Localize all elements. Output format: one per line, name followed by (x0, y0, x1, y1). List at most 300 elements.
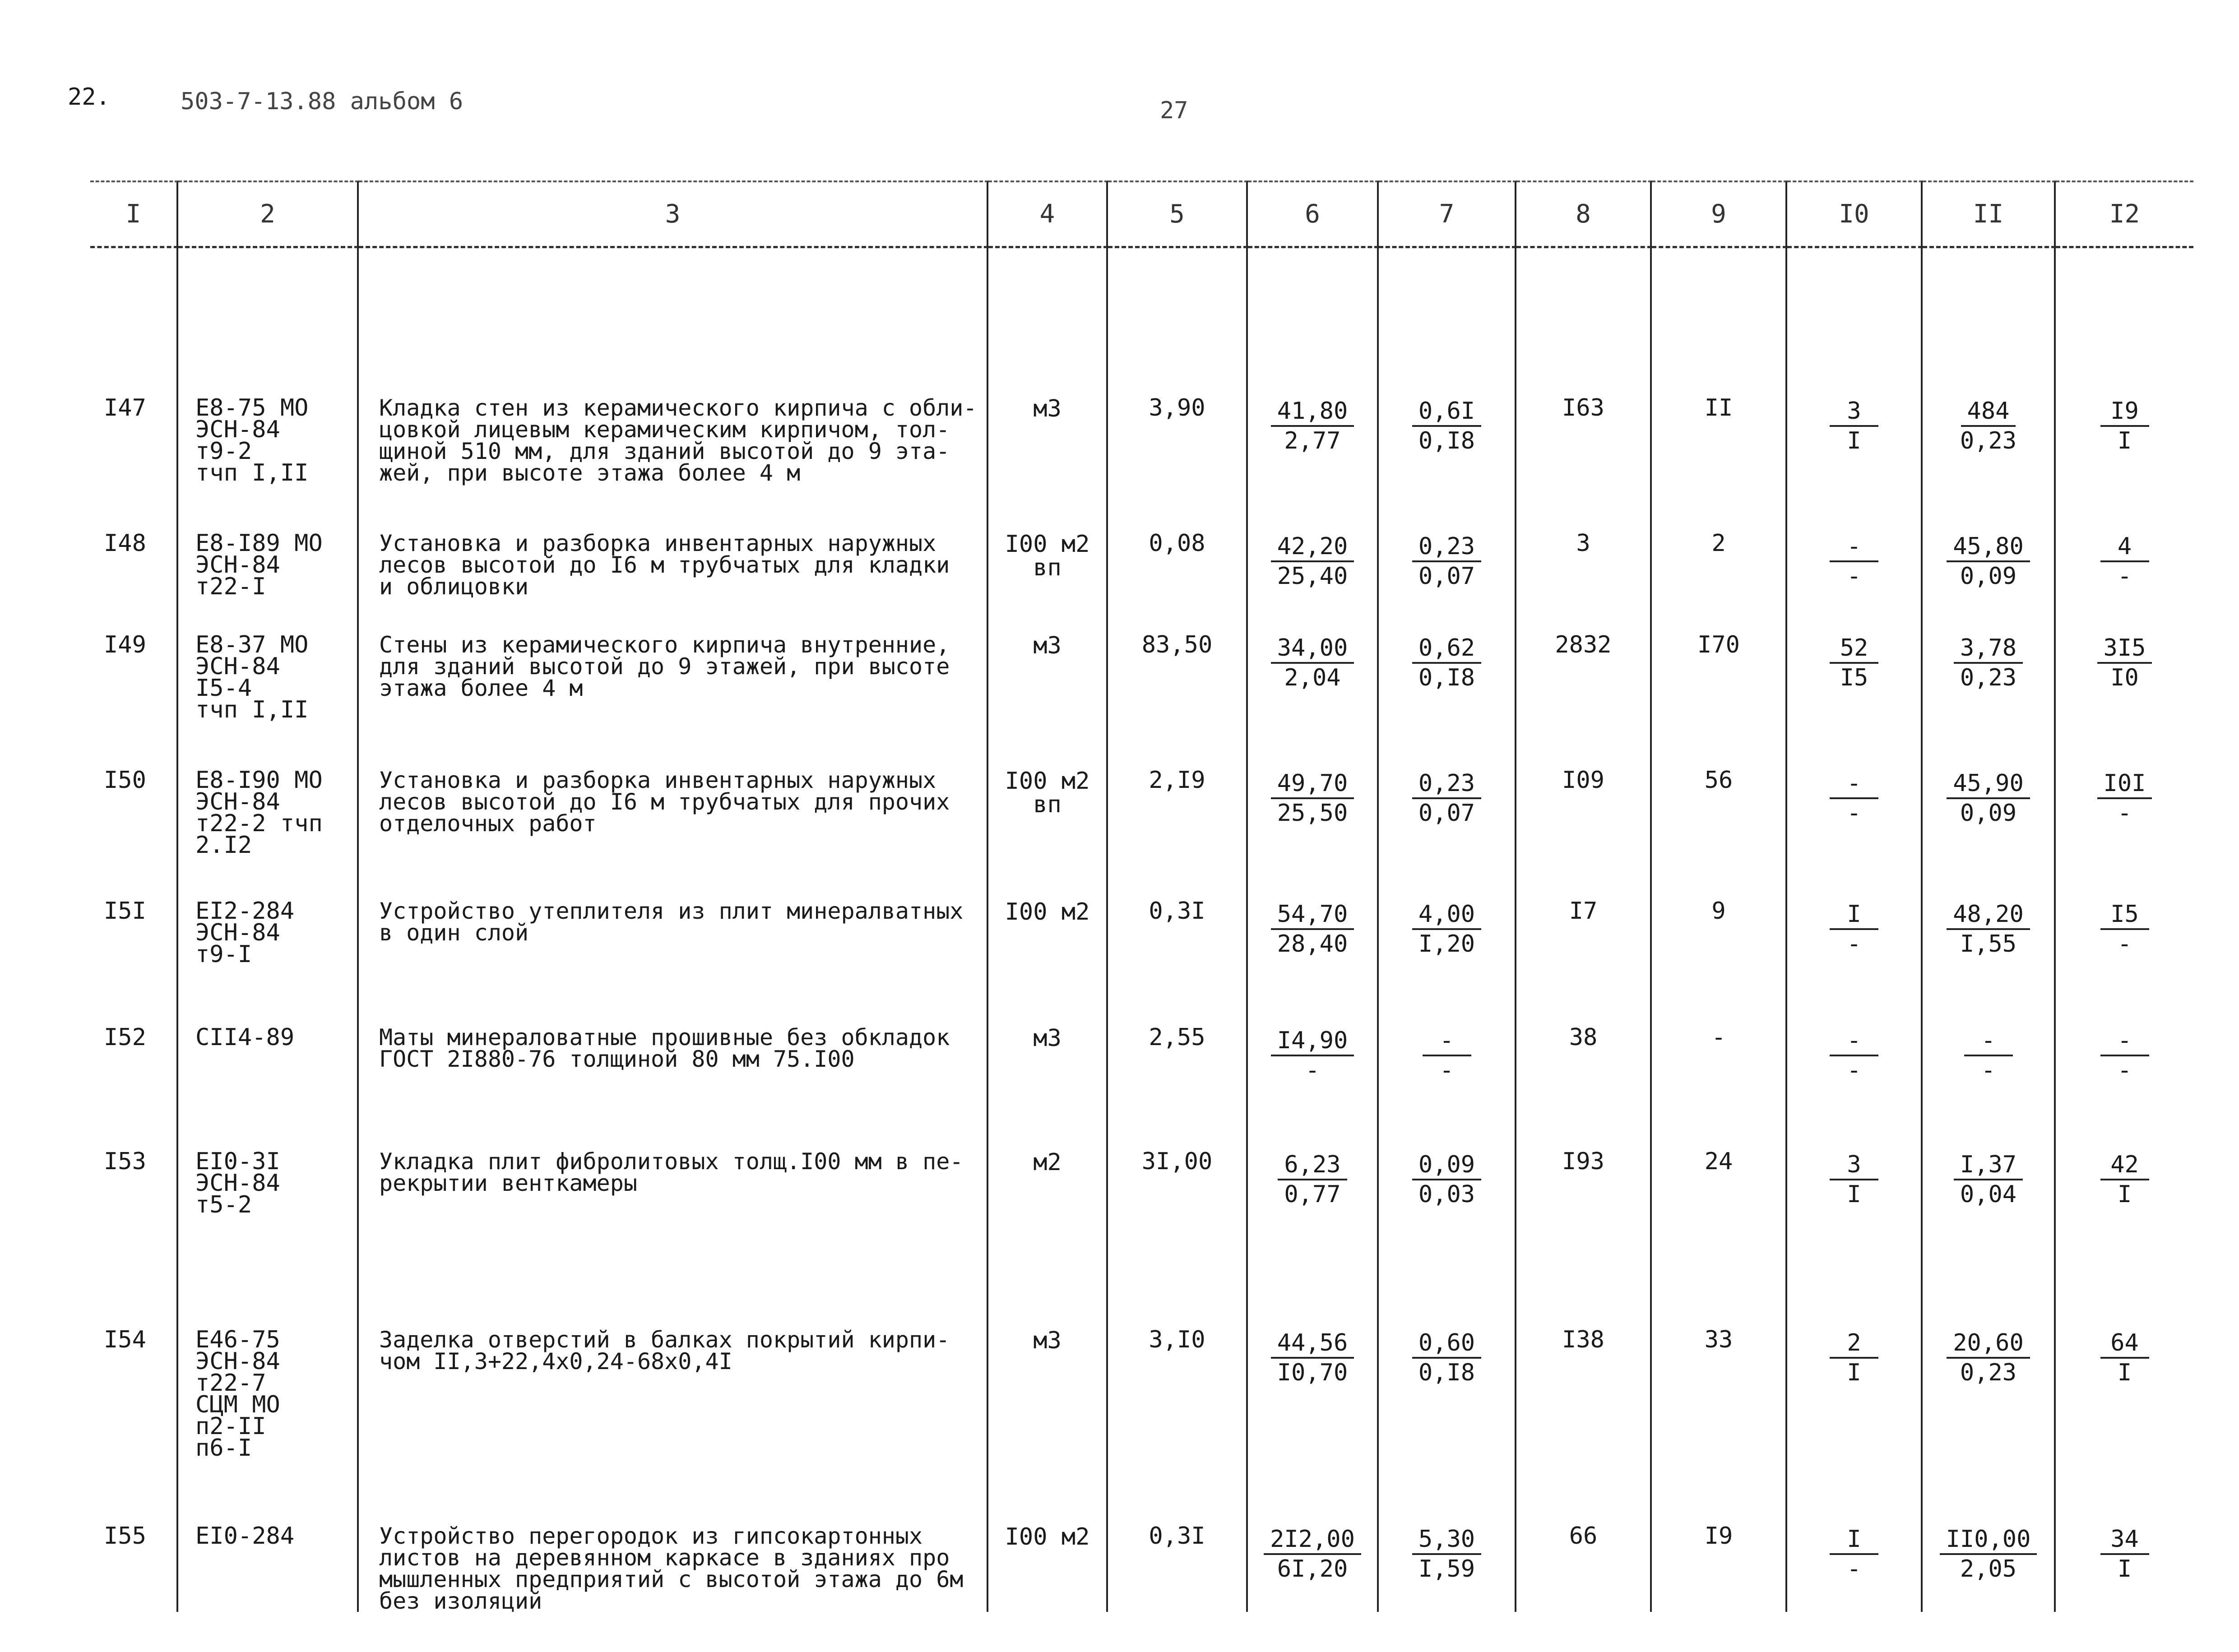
col11-value (1923, 598, 2056, 733)
fraction-denominator: 0,23 (1960, 664, 2017, 691)
fraction-denominator: I (2117, 1359, 2132, 1386)
work-description (359, 990, 988, 1115)
description-line: Стены из керамического кирпича внутренние, (379, 632, 950, 658)
quantity: 0,3I (1108, 864, 1248, 990)
fraction-value (1787, 397, 1921, 455)
col9-value: I70 (1652, 598, 1787, 733)
unit-line: м3 (1033, 632, 1062, 659)
norm-code (178, 496, 359, 598)
col10-value (1787, 733, 1923, 864)
fraction-value (1787, 1027, 1921, 1084)
norm-code (178, 1293, 359, 1489)
fraction-numerator: 2 (1830, 1329, 1878, 1359)
fraction-value (2056, 1151, 2193, 1208)
fraction-denominator: I (2117, 1555, 2132, 1583)
fraction-denominator: 6I,20 (1277, 1555, 1348, 1583)
column-header: 5 (1108, 180, 1248, 248)
col6-value (1248, 1115, 1379, 1293)
description-line: Установка и разборка инвентарных наружных (379, 767, 936, 793)
norm-code-line: т5-2 (195, 1191, 252, 1218)
quantity: 83,50 (1108, 598, 1248, 733)
fraction-numerator: 48,20 (1947, 900, 2030, 930)
fraction-value (1787, 634, 1921, 692)
norm-code-line: EI0-3I (195, 1148, 280, 1175)
description-line: жей, при высоте этажа более 4 м (379, 460, 801, 486)
spacer-cell (1652, 248, 1787, 361)
spacer-cell (2056, 248, 2193, 361)
unit (988, 598, 1108, 733)
quantity: 2,55 (1108, 990, 1248, 1115)
col7-value (1379, 361, 1516, 496)
norm-code-line: EI0-284 (195, 1522, 295, 1550)
description-line: мышленных предприятий с высотой этажа до 6м (379, 1566, 964, 1592)
fraction-value (1787, 1151, 1921, 1208)
fraction-value (1787, 900, 1921, 958)
row-index: I49 (90, 598, 178, 733)
fraction-denominator: 28,40 (1277, 930, 1348, 958)
fraction-numerator: 4 (2100, 532, 2149, 562)
norm-code-line: ЭСН-84 (195, 788, 280, 815)
norm-code-line: т22-7 (195, 1370, 266, 1397)
col10-value (1787, 1293, 1923, 1489)
fraction-numerator: 34 (2100, 1525, 2149, 1555)
col8-value: 66 (1516, 1489, 1652, 1612)
spacer-cell (178, 248, 359, 361)
col10-value (1787, 1489, 1923, 1612)
sheet-number: 27 (1160, 97, 1188, 124)
unit-line: м3 (1033, 1025, 1062, 1052)
work-description (359, 1489, 988, 1612)
description-line: щиной 510 мм, для зданий высотой до 9 эта- (379, 438, 950, 464)
fraction-value (2056, 1329, 2193, 1387)
unit (988, 864, 1108, 990)
norm-code-line: CII4-89 (195, 1024, 295, 1051)
col10-value (1787, 1115, 1923, 1293)
col6-value (1248, 733, 1379, 864)
row-index: I47 (90, 361, 178, 496)
col10-value (1787, 598, 1923, 733)
fraction-value (2056, 1525, 2193, 1583)
fraction-denominator: 2,05 (1960, 1555, 2017, 1583)
work-description (359, 864, 988, 990)
column-header: 9 (1652, 180, 1787, 248)
fraction-numerator: I,37 (1954, 1151, 2023, 1180)
fraction-numerator: 484 (1961, 397, 2016, 427)
unit (988, 1293, 1108, 1489)
col12-value (2056, 598, 2193, 733)
fraction-numerator: - (1830, 769, 1878, 799)
col12-value (2056, 1293, 2193, 1489)
norm-code-line: тчп I,II (195, 459, 309, 486)
fraction-numerator: 52 (1830, 634, 1878, 664)
fraction-value (1248, 1027, 1377, 1084)
description-line: без изоляций (379, 1588, 542, 1614)
fraction-value (1248, 1329, 1377, 1387)
work-description (359, 361, 988, 496)
norm-code-line: т22-I (195, 573, 266, 600)
fraction-numerator: 41,80 (1271, 397, 1354, 427)
norm-code-line: E8-75 МО (195, 394, 309, 421)
quantity: 3I,00 (1108, 1115, 1248, 1293)
fraction-numerator: - (1423, 1027, 1471, 1056)
col11-value (1923, 733, 2056, 864)
work-description (359, 1115, 988, 1293)
fraction-value (1923, 532, 2054, 590)
fraction-denominator: - (1847, 800, 1861, 827)
norm-code (178, 733, 359, 864)
col8-value: I38 (1516, 1293, 1652, 1489)
fraction-denominator: 0,09 (1960, 800, 2017, 827)
quantity: 2,I9 (1108, 733, 1248, 864)
col11-value (1923, 990, 2056, 1115)
fraction-numerator: 45,80 (1947, 532, 2030, 562)
fraction-denominator: I (1847, 1181, 1861, 1208)
estimate-table (90, 180, 2193, 1614)
col7-value (1379, 864, 1516, 990)
col8-value: I7 (1516, 864, 1652, 990)
fraction-value (1248, 397, 1377, 455)
page-header (0, 83, 2239, 138)
fraction-denominator: 0,09 (1960, 563, 2017, 590)
norm-code (178, 361, 359, 496)
description-line: лесов высотой до I6 м трубчатых для прочих (379, 789, 950, 815)
norm-code-line: т9-2 (195, 438, 252, 465)
fraction-numerator: 0,23 (1412, 532, 1481, 562)
fraction-denominator: 0,07 (1418, 800, 1475, 827)
col11-value (1923, 864, 2056, 990)
fraction-numerator: 0,60 (1412, 1329, 1481, 1359)
column-header: II (1923, 180, 2056, 248)
fraction-numerator: 3 (1830, 397, 1878, 427)
spacer-cell (1248, 248, 1379, 361)
description-line: Маты минераловатные прошивные без обкладок (379, 1024, 950, 1050)
fraction-denominator: I0 (2110, 664, 2139, 691)
norm-code-line: т9-I (195, 941, 252, 968)
fraction-numerator: - (1830, 532, 1878, 562)
description-line: лесов высотой до I6 м трубчатых для кладки (379, 552, 950, 578)
norm-code (178, 598, 359, 733)
fraction-numerator: 3I5 (2097, 634, 2152, 664)
col11-value (1923, 1489, 2056, 1612)
fraction-numerator: - (1830, 1027, 1878, 1056)
fraction-numerator: 3 (1830, 1151, 1878, 1180)
fraction-value (1923, 1151, 2054, 1208)
col11-value (1923, 1293, 2056, 1489)
column-header: 6 (1248, 180, 1379, 248)
unit (988, 733, 1108, 864)
col8-value: 38 (1516, 990, 1652, 1115)
norm-code-line: I5-4 (195, 675, 252, 702)
col6-value (1248, 361, 1379, 496)
work-description (359, 1293, 988, 1489)
fraction-denominator: - (2117, 930, 2132, 958)
fraction-denominator: 0,03 (1418, 1181, 1475, 1208)
unit-line: вп (1033, 554, 1062, 581)
fraction-value (1379, 397, 1515, 455)
col10-value (1787, 361, 1923, 496)
fraction-value (1923, 1027, 2054, 1084)
description-line: Устройство утеплителя из плит минералватных (379, 898, 964, 924)
fraction-value (1379, 769, 1515, 827)
fraction-value (1787, 1525, 1921, 1583)
fraction-numerator: 0,62 (1412, 634, 1481, 664)
description-line: в один слой (379, 920, 529, 946)
col11-value (1923, 496, 2056, 598)
spacer-cell (1108, 248, 1248, 361)
fraction-denominator: 25,50 (1277, 800, 1348, 827)
fraction-denominator: - (1847, 1057, 1861, 1084)
col6-value (1248, 1489, 1379, 1612)
fraction-value (1379, 900, 1515, 958)
fraction-value (1248, 1525, 1377, 1583)
fraction-denominator: - (1981, 1057, 1996, 1084)
norm-code-line: 2.I2 (195, 832, 252, 859)
fraction-value (1379, 532, 1515, 590)
fraction-numerator: 4,00 (1412, 900, 1481, 930)
unit-line: м2 (1033, 1149, 1062, 1176)
norm-code-line: ЭСН-84 (195, 416, 280, 443)
fraction-value (1923, 1329, 2054, 1387)
fraction-denominator: 25,40 (1277, 563, 1348, 590)
col6-value (1248, 598, 1379, 733)
col12-value (2056, 1115, 2193, 1293)
col11-value (1923, 361, 2056, 496)
unit-line: I00 м2 (1005, 768, 1090, 795)
col10-value (1787, 864, 1923, 990)
col6-value (1248, 496, 1379, 598)
col9-value: 33 (1652, 1293, 1787, 1489)
norm-code (178, 990, 359, 1115)
description-line: Кладка стен из керамического кирпича с обли- (379, 395, 977, 421)
unit (988, 361, 1108, 496)
fraction-value (1379, 1151, 1515, 1208)
norm-code-line: E46-75 (195, 1326, 280, 1353)
fraction-denominator: I (2117, 427, 2132, 454)
col8-value: I09 (1516, 733, 1652, 864)
row-index: I52 (90, 990, 178, 1115)
col8-value: 3 (1516, 496, 1652, 598)
column-header: I2 (2056, 180, 2193, 248)
column-header: 7 (1379, 180, 1516, 248)
fraction-value (1923, 1525, 2054, 1583)
fraction-denominator: - (1847, 563, 1861, 590)
fraction-denominator: 0,23 (1960, 1359, 2017, 1386)
fraction-denominator: I (1847, 1359, 1861, 1386)
document-code: 503-7-13.88 альбом 6 (181, 88, 464, 115)
fraction-numerator: II0,00 (1940, 1525, 2037, 1555)
row-index: I53 (90, 1115, 178, 1293)
spacer-cell (988, 248, 1108, 361)
norm-code-line: тчп I,II (195, 696, 309, 723)
norm-code (178, 1489, 359, 1612)
norm-code (178, 1115, 359, 1293)
col12-value (2056, 361, 2193, 496)
fraction-denominator: I,20 (1418, 930, 1475, 958)
fraction-value (1379, 634, 1515, 692)
unit-line: м3 (1033, 1327, 1062, 1354)
col8-value: 2832 (1516, 598, 1652, 733)
quantity: 0,3I (1108, 1489, 1248, 1612)
norm-code-line: ЭСН-84 (195, 551, 280, 578)
fraction-value (2056, 634, 2193, 692)
col9-value: 2 (1652, 496, 1787, 598)
fraction-denominator: I (1847, 427, 1861, 454)
description-line: отделочных работ (379, 810, 597, 837)
unit-line: м3 (1033, 395, 1062, 422)
work-description (359, 496, 988, 598)
fraction-value (1923, 634, 2054, 692)
col10-value (1787, 496, 1923, 598)
fraction-value (1248, 634, 1377, 692)
row-index: I54 (90, 1293, 178, 1489)
fraction-numerator: 0,23 (1412, 769, 1481, 799)
norm-code (178, 864, 359, 990)
fraction-numerator: I (1830, 1525, 1878, 1555)
page-number: 22. (68, 83, 110, 111)
fraction-numerator: - (2100, 1027, 2149, 1056)
fraction-value (1923, 900, 2054, 958)
norm-code-line: п6-I (195, 1435, 252, 1462)
col9-value: 9 (1652, 864, 1787, 990)
work-description (359, 598, 988, 733)
fraction-numerator: 42,20 (1271, 532, 1354, 562)
fraction-numerator: 44,56 (1271, 1329, 1354, 1359)
fraction-denominator: - (2117, 800, 2132, 827)
fraction-denominator: I,59 (1418, 1555, 1475, 1583)
description-line: Заделка отверстий в балках покрытий кирпи- (379, 1327, 950, 1353)
fraction-value (1248, 900, 1377, 958)
fraction-numerator: 6,23 (1278, 1151, 1347, 1180)
fraction-numerator: 34,00 (1271, 634, 1354, 664)
fraction-denominator: - (1847, 930, 1861, 958)
spacer-cell (359, 248, 988, 361)
row-index: I5I (90, 864, 178, 990)
norm-code-line: т22-2 тчп (195, 810, 323, 837)
col7-value (1379, 598, 1516, 733)
row-index: I50 (90, 733, 178, 864)
fraction-numerator: 49,70 (1271, 769, 1354, 799)
spacer-cell (1516, 248, 1652, 361)
work-description (359, 733, 988, 864)
col7-value (1379, 733, 1516, 864)
fraction-value (1787, 769, 1921, 827)
fraction-value (1923, 397, 2054, 455)
fraction-value (1787, 532, 1921, 590)
fraction-numerator: 5,30 (1412, 1525, 1481, 1555)
spacer-cell (1379, 248, 1516, 361)
fraction-denominator: - (1439, 1057, 1454, 1084)
col9-value: 56 (1652, 733, 1787, 864)
fraction-value (2056, 1027, 2193, 1084)
norm-code-line: E8-I90 МО (195, 767, 323, 794)
fraction-denominator: - (1305, 1057, 1320, 1084)
quantity: 0,08 (1108, 496, 1248, 598)
fraction-numerator: 45,90 (1947, 769, 2030, 799)
fraction-numerator: 20,60 (1947, 1329, 2030, 1359)
description-line: и облицовки (379, 574, 529, 600)
col9-value: 24 (1652, 1115, 1787, 1293)
fraction-denominator: I (2117, 1181, 2132, 1208)
col10-value (1787, 990, 1923, 1115)
fraction-denominator: 0,I8 (1418, 664, 1475, 691)
fraction-denominator: - (1847, 1555, 1861, 1583)
fraction-numerator: - (1964, 1027, 2013, 1056)
col7-value (1379, 1115, 1516, 1293)
column-header: I (90, 180, 178, 248)
fraction-denominator: 0,77 (1284, 1181, 1341, 1208)
col12-value (2056, 496, 2193, 598)
description-line: рекрытии венткамеры (379, 1170, 637, 1196)
description-line: Укладка плит фибролитовых толщ.I00 мм в пе- (379, 1148, 964, 1175)
fraction-numerator: 3,78 (1954, 634, 2023, 664)
column-header: 8 (1516, 180, 1652, 248)
col6-value (1248, 1293, 1379, 1489)
fraction-numerator: I (1830, 900, 1878, 930)
fraction-denominator: - (2117, 563, 2132, 590)
fraction-value (1379, 1027, 1515, 1084)
fraction-value (1923, 769, 2054, 827)
fraction-denominator: 0,I8 (1418, 1359, 1475, 1386)
unit (988, 1489, 1108, 1612)
column-header: I0 (1787, 180, 1923, 248)
fraction-value (1379, 1525, 1515, 1583)
fraction-value (1248, 532, 1377, 590)
col6-value (1248, 864, 1379, 990)
fraction-value (1787, 1329, 1921, 1387)
norm-code-line: п2-II (195, 1413, 266, 1440)
description-line: Устройство перегородок из гипсокартонных (379, 1523, 923, 1549)
col9-value: II (1652, 361, 1787, 496)
fraction-value (2056, 397, 2193, 455)
norm-code-line: EI2-284 (195, 898, 295, 925)
norm-code-line: ЭСН-84 (195, 1348, 280, 1375)
fraction-numerator: I4,90 (1271, 1027, 1354, 1056)
unit (988, 1115, 1108, 1293)
description-line: цовкой лицевым керамическим кирпичом, тол- (379, 416, 950, 443)
row-index: I55 (90, 1489, 178, 1612)
fraction-denominator: 0,23 (1960, 427, 2017, 454)
col9-value: - (1652, 990, 1787, 1115)
col8-value: I63 (1516, 361, 1652, 496)
fraction-denominator: - (2117, 1057, 2132, 1084)
col6-value (1248, 990, 1379, 1115)
unit (988, 990, 1108, 1115)
column-header: 3 (359, 180, 988, 248)
spacer-cell (90, 248, 178, 361)
fraction-denominator: 0,04 (1960, 1181, 2017, 1208)
quantity: 3,I0 (1108, 1293, 1248, 1489)
description-line: Установка и разборка инвентарных наружных (379, 530, 936, 556)
column-header: 2 (178, 180, 359, 248)
norm-code-line: ЭСН-84 (195, 653, 280, 680)
col7-value (1379, 990, 1516, 1115)
fraction-numerator: 0,6I (1412, 397, 1481, 427)
col12-value (2056, 990, 2193, 1115)
fraction-denominator: I0,70 (1277, 1359, 1348, 1386)
col12-value (2056, 1489, 2193, 1612)
row-index: I48 (90, 496, 178, 598)
fraction-numerator: 2I2,00 (1264, 1525, 1361, 1555)
col7-value (1379, 496, 1516, 598)
unit (988, 496, 1108, 598)
spacer-cell (1923, 248, 2056, 361)
spacer-cell (1787, 248, 1923, 361)
unit-line: I00 м2 (1005, 531, 1090, 558)
fraction-value (2056, 900, 2193, 958)
description-line: листов на деревянном каркасе в зданиях про (379, 1545, 950, 1571)
col7-value (1379, 1293, 1516, 1489)
fraction-denominator: I5 (1840, 664, 1868, 691)
